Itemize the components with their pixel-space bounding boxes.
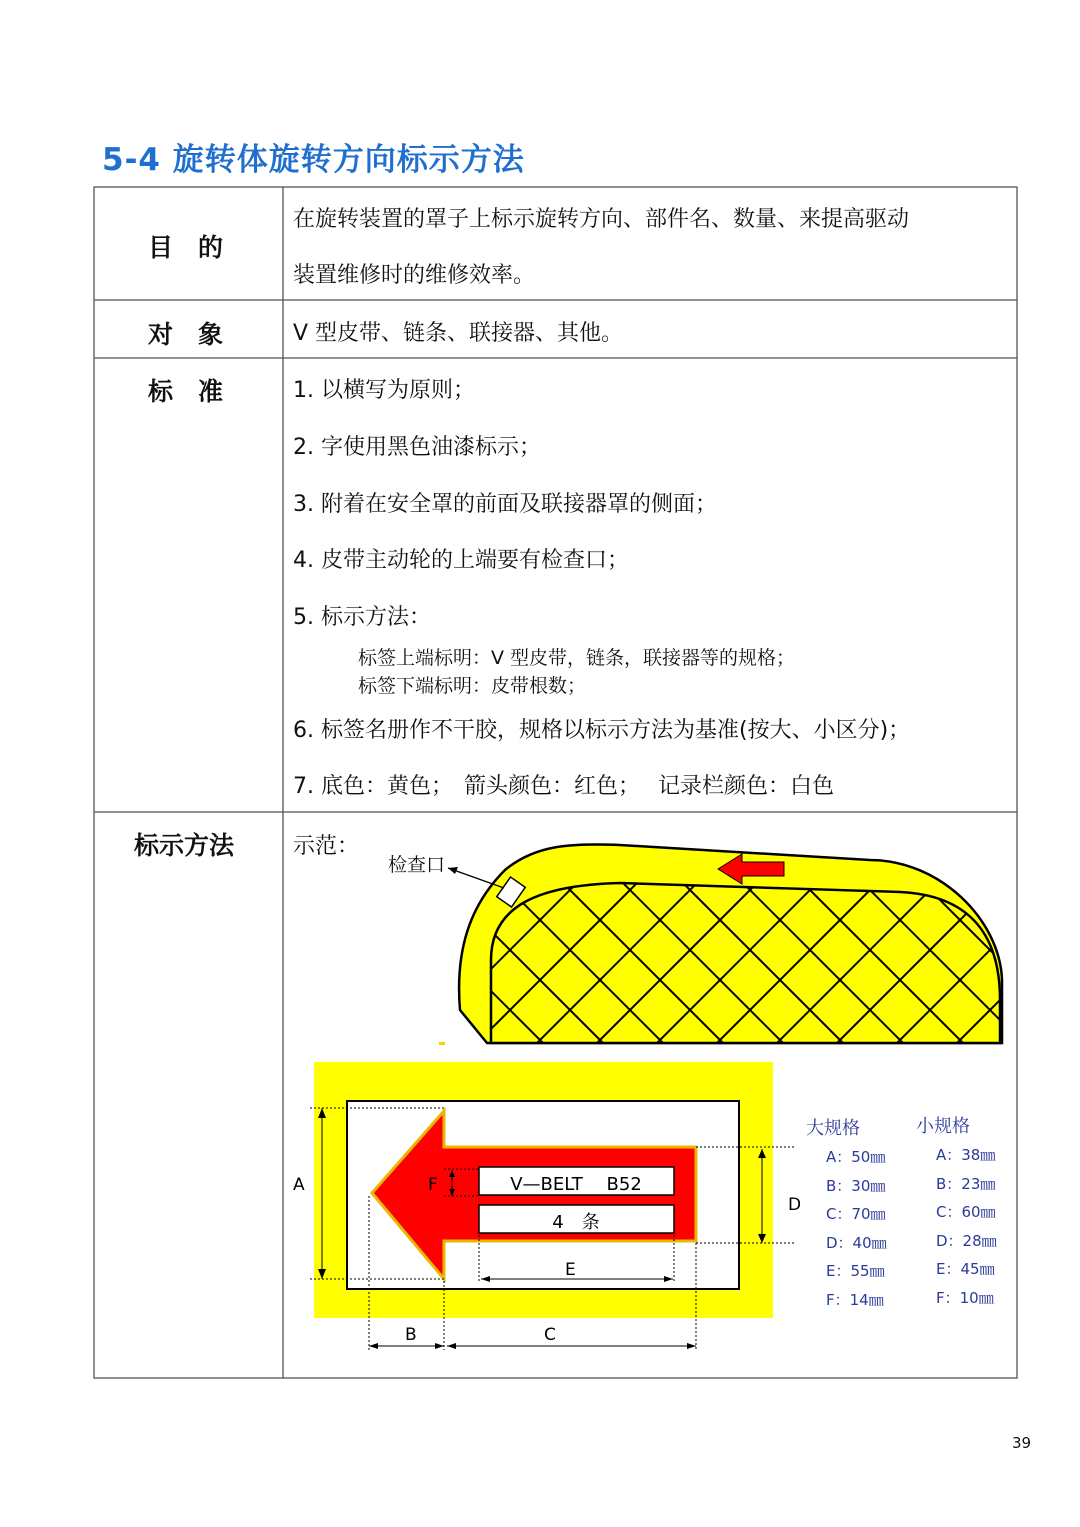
standard-label: 标 准 xyxy=(148,377,224,406)
target-text: V 型皮带、链条、联接器、其他。 xyxy=(293,321,624,346)
standard-item-4: 4. 皮带主动轮的上端要有检查口； xyxy=(293,548,629,573)
small-spec-a: A：38㎜ xyxy=(936,1146,996,1164)
small-spec-c: C：60㎜ xyxy=(936,1203,996,1221)
small-spec-b: B：23㎜ xyxy=(936,1174,996,1193)
large-spec-list xyxy=(826,1143,887,1314)
dim-label-b: B xyxy=(405,1325,417,1345)
standard-item-2: 2. 字使用黑色油漆标示； xyxy=(293,435,541,460)
standard-sub-item-1: 标签上端标明：V 型皮带，链条，联接器等的规格； xyxy=(358,647,796,669)
standard-item-1: 1. 以横写为原则； xyxy=(293,378,475,403)
standard-item-6: 6. 标签名册作不干胶，规格以标示方法为基准(按大、小区分)； xyxy=(293,718,911,743)
page-title: 5-4 旋转体旋转方向标示方法 xyxy=(102,142,525,178)
dim-label-c: C xyxy=(544,1325,556,1345)
standard-item-3: 3. 附着在安全罩的前面及联接器罩的侧面； xyxy=(293,492,717,517)
standard-sub-item-2: 标签下端标明：皮带根数； xyxy=(358,675,587,697)
large-spec-f: F：14㎜ xyxy=(826,1290,884,1309)
dim-label-d: D xyxy=(788,1195,802,1215)
large-spec-header: 大规格 xyxy=(806,1118,860,1139)
method-label: 标示方法 xyxy=(134,831,235,860)
large-spec-a: A：50㎜ xyxy=(826,1148,886,1166)
large-spec-e: E：55㎜ xyxy=(826,1262,885,1280)
record-line-2: 4 条 xyxy=(552,1212,600,1233)
purpose-text-line1: 在旋转装置的罩子上标示旋转方向、部件名、数量、来提高驱动 xyxy=(293,207,910,232)
dim-label-e: E xyxy=(565,1260,576,1280)
dim-label-a: A xyxy=(293,1175,305,1195)
dim-label-f: F xyxy=(428,1175,438,1195)
standard-item-7: 7. 底色：黄色； 箭头颜色：红色； 记录栏颜色：白色 xyxy=(293,774,834,799)
purpose-text-line2: 装置维修时的维修效率。 xyxy=(293,263,536,288)
large-spec-c: C：70㎜ xyxy=(826,1205,886,1223)
small-spec-header: 小规格 xyxy=(916,1116,970,1137)
target-label: 对 象 xyxy=(148,320,224,349)
page-number: 39 xyxy=(1012,1434,1032,1452)
example-label: 示范： xyxy=(293,834,360,859)
large-spec-b: B：30㎜ xyxy=(826,1176,886,1195)
record-line-1: V—BELT B52 xyxy=(510,1174,642,1195)
small-spec-e: E：45㎜ xyxy=(936,1260,995,1278)
small-spec-list xyxy=(936,1141,997,1312)
small-spec-d: D：28㎜ xyxy=(936,1231,997,1250)
small-spec-f: F：10㎜ xyxy=(936,1288,994,1307)
standard-item-5: 5. 标示方法： xyxy=(293,605,431,630)
inspection-port-label: 检查口 xyxy=(388,854,446,876)
large-spec-d: D：40㎜ xyxy=(826,1233,887,1252)
purpose-label: 目 的 xyxy=(148,233,224,262)
